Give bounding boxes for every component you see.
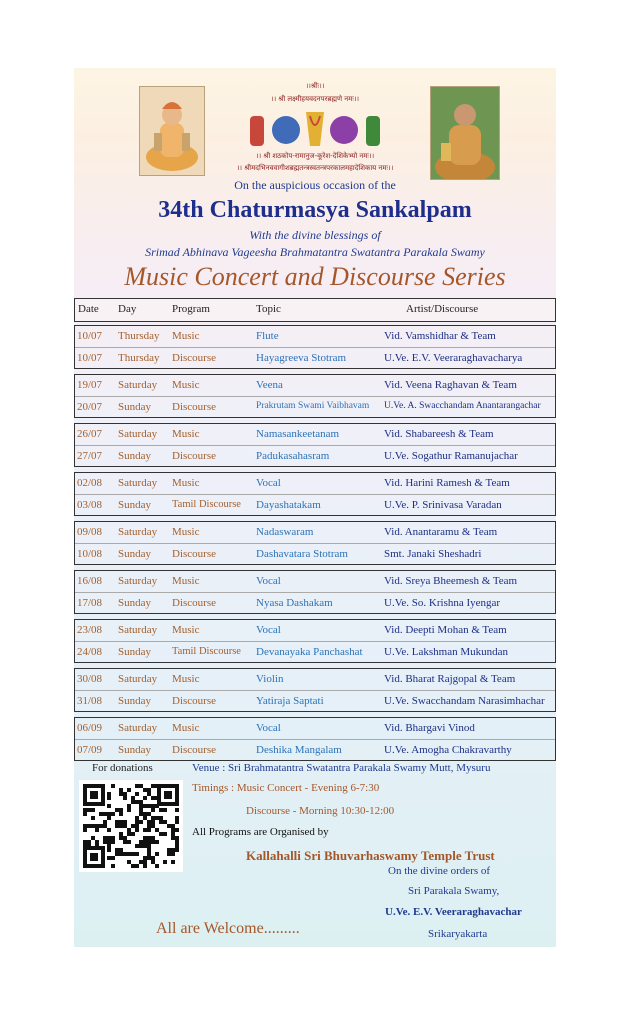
cell-day: Sunday	[118, 597, 151, 609]
cell-day: Saturday	[118, 673, 158, 685]
sanskrit-invocation-1: ।।श्रीः।।	[305, 82, 325, 90]
cell-date: 10/07	[77, 330, 103, 342]
cell-topic: Hayagreeva Stotram	[256, 352, 347, 364]
cell-program: Discourse	[172, 695, 216, 707]
table-row	[75, 739, 555, 761]
cell-artist: Smt. Janaki Sheshadri	[384, 548, 482, 560]
cell-day: Saturday	[118, 575, 158, 587]
cell-artist: Vid. Sreya Bheemesh & Team	[384, 575, 518, 587]
cell-artist: Vid. Shabareesh & Team	[384, 428, 494, 440]
timing-music: Timings : Music Concert - Evening 6-7:30	[192, 782, 380, 794]
venue-text: Venue : Sri Brahmatantra Swatantra Parakala Swamy Mutt, Mysuru	[192, 762, 491, 774]
cell-artist: Vid. Bhargavi Vinod	[384, 722, 475, 734]
cell-artist: Vid. Harini Ramesh & Team	[384, 477, 510, 489]
cell-day: Sunday	[118, 401, 151, 413]
cell-topic: Vocal	[256, 624, 281, 636]
table-row	[75, 620, 555, 641]
cell-program: Music	[172, 526, 200, 538]
header-topic: Topic	[256, 303, 281, 315]
swamy-name: Srimad Abhinava Vageesha Brahmatantra Swatantra Parakala Swamy	[145, 245, 485, 259]
cell-program: Music	[172, 379, 200, 391]
header-artist: Artist/Discourse	[406, 303, 479, 315]
cell-day: Sunday	[118, 646, 151, 658]
cell-day: Sunday	[118, 548, 151, 560]
schedule-group	[74, 423, 556, 467]
cell-day: Sunday	[118, 695, 151, 707]
cell-date: 31/08	[77, 695, 103, 707]
schedule-group	[74, 325, 556, 369]
cell-program: Music	[172, 330, 200, 342]
cell-topic: Deshika Mangalam	[256, 744, 342, 756]
cell-date: 30/08	[77, 673, 103, 685]
event-poster	[74, 68, 556, 947]
header-day: Day	[118, 303, 137, 315]
cell-artist: U.Ve. Swacchandam Narasimhachar	[384, 695, 545, 707]
cell-artist: U.Ve. A. Swacchandam Anantarangachar	[384, 401, 541, 411]
cell-topic: Nyasa Dashakam	[256, 597, 333, 609]
table-row	[75, 396, 555, 418]
table-row	[75, 522, 555, 543]
cell-program: Discourse	[172, 352, 216, 364]
welcome-text: All are Welcome.........	[156, 920, 300, 937]
cell-day: Saturday	[118, 477, 158, 489]
cell-date: 07/09	[77, 744, 103, 756]
timing-discourse: Discourse - Morning 10:30-12:00	[246, 805, 395, 817]
cell-program: Discourse	[172, 401, 216, 413]
schedule-group	[74, 717, 556, 761]
cell-artist: U.Ve. E.V. Veeraraghavacharya	[384, 352, 523, 364]
cell-topic: Vocal	[256, 477, 281, 489]
cell-day: Saturday	[118, 526, 158, 538]
cell-artist: Vid. Vamshidhar & Team	[384, 330, 496, 342]
sacred-emblem-row	[246, 106, 384, 152]
table-row	[75, 571, 555, 592]
cell-program: Tamil Discourse	[172, 499, 241, 510]
cell-topic: Dayashatakam	[256, 499, 321, 511]
table-row	[75, 718, 555, 739]
table-row	[75, 326, 555, 347]
cell-date: 10/08	[77, 548, 103, 560]
cell-date: 09/08	[77, 526, 103, 538]
cell-program: Discourse	[172, 548, 216, 560]
table-row	[75, 424, 555, 445]
cell-topic: Devanayaka Panchashat	[256, 646, 363, 658]
donation-qr-code[interactable]	[79, 780, 183, 872]
cell-topic: Veena	[256, 379, 283, 391]
table-row	[75, 543, 555, 565]
header-date: Date	[78, 303, 99, 315]
cell-topic: Namasankeetanam	[256, 428, 340, 440]
cell-date: 02/08	[77, 477, 103, 489]
cell-topic: Nadaswaram	[256, 526, 314, 538]
cell-day: Saturday	[118, 428, 158, 440]
blessing-text: With the divine blessings of	[249, 228, 381, 242]
occasion-text: On the auspicious occasion of the	[234, 178, 396, 192]
cell-day: Saturday	[118, 624, 158, 636]
cell-artist: U.Ve. Amogha Chakravarthy	[384, 744, 512, 756]
table-row	[75, 347, 555, 369]
cell-topic: Padukasahasram	[256, 450, 330, 462]
divine-orders-text: On the divine orders of	[388, 865, 491, 877]
cell-artist: Vid. Bharat Rajgopal & Team	[384, 673, 516, 685]
signatory-name: U.Ve. E.V. Veeraraghavachar	[385, 906, 522, 918]
schedule-group	[74, 570, 556, 614]
cell-program: Discourse	[172, 597, 216, 609]
cell-day: Saturday	[118, 722, 158, 734]
cell-topic: Vocal	[256, 722, 281, 734]
header-program: Program	[172, 303, 210, 315]
cell-topic: Vocal	[256, 575, 281, 587]
guru-portrait-right	[430, 86, 500, 180]
cell-date: 16/08	[77, 575, 103, 587]
cell-date: 17/08	[77, 597, 103, 609]
cell-artist: Vid. Veena Raghavan & Team	[384, 379, 517, 391]
cell-artist: Vid. Anantaramu & Team	[384, 526, 498, 538]
cell-date: 20/07	[77, 401, 103, 413]
cell-artist: U.Ve. P. Srinivasa Varadan	[384, 499, 502, 511]
parakala-swamy-text: Sri Parakala Swamy,	[408, 885, 500, 897]
cell-program: Music	[172, 575, 200, 587]
cell-date: 27/07	[77, 450, 103, 462]
table-row	[75, 494, 555, 516]
cell-date: 23/08	[77, 624, 103, 636]
donations-label: For donations	[92, 762, 153, 774]
cell-day: Saturday	[118, 379, 158, 391]
cell-date: 06/09	[77, 722, 103, 734]
series-title: Music Concert and Discourse Series	[124, 262, 506, 291]
cell-program: Music	[172, 673, 200, 685]
cell-topic: Violin	[256, 673, 284, 685]
cell-program: Discourse	[172, 450, 216, 462]
cell-day: Thursday	[118, 330, 160, 342]
cell-topic: Prakrutam Swami Vaibhavam	[256, 401, 370, 411]
table-row	[75, 592, 555, 614]
table-row	[75, 445, 555, 467]
cell-day: Sunday	[118, 450, 151, 462]
table-row	[75, 641, 555, 663]
cell-date: 24/08	[77, 646, 103, 658]
table-row	[75, 375, 555, 396]
sanskrit-invocation-2: ।। श्री लक्ष्मीहयवदनपरब्रह्मणे नमः।।	[270, 95, 360, 103]
page-title: 34th Chaturmasya Sankalpam	[158, 197, 472, 223]
cell-topic: Dashavatara Stotram	[256, 548, 348, 560]
cell-day: Sunday	[118, 499, 151, 511]
cell-date: 03/08	[77, 499, 103, 511]
cell-topic: Yatiraja Saptati	[256, 695, 324, 707]
cell-artist: Vid. Deepti Mohan & Team	[384, 624, 507, 636]
cell-topic: Flute	[256, 330, 279, 342]
cell-program: Tamil Discourse	[172, 646, 241, 657]
cell-date: 26/07	[77, 428, 103, 440]
table-row	[75, 669, 555, 690]
schedule-group	[74, 619, 556, 663]
schedule-group	[74, 374, 556, 418]
schedule-group	[74, 521, 556, 565]
sanskrit-invocation-3: ।। श्री शठकोप-रामानुज-कूरेश-देशिकेभ्यो नमः।।	[255, 152, 375, 160]
cell-program: Discourse	[172, 744, 216, 756]
cell-program: Music	[172, 428, 200, 440]
cell-artist: U.Ve. Lakshman Mukundan	[384, 646, 509, 658]
sanskrit-invocation-4: ।। श्रीमदभिनववागीशब्रह्मतन्त्रस्वतन्त्रपरकालमहादेशिकाय नमः।।	[236, 164, 394, 172]
schedule-group	[74, 668, 556, 712]
trust-name: Kallahalli Sri Bhuvarhaswamy Temple Trust	[246, 848, 495, 863]
organised-by-text: All Programs are Organised by	[192, 826, 329, 838]
cell-artist: U.Ve. Sogathur Ramanujachar	[384, 450, 518, 462]
cell-date: 19/07	[77, 379, 103, 391]
cell-date: 10/07	[77, 352, 103, 364]
cell-day: Sunday	[118, 744, 151, 756]
schedule-table-header	[74, 298, 556, 322]
signatory-designation: Srikaryakarta	[428, 928, 488, 940]
schedule-group	[74, 472, 556, 516]
cell-day: Thursday	[118, 352, 160, 364]
cell-program: Music	[172, 477, 200, 489]
cell-program: Music	[172, 722, 200, 734]
table-row	[75, 473, 555, 494]
cell-program: Music	[172, 624, 200, 636]
cell-artist: U.Ve. So. Krishna Iyengar	[384, 597, 501, 609]
table-row	[75, 690, 555, 712]
